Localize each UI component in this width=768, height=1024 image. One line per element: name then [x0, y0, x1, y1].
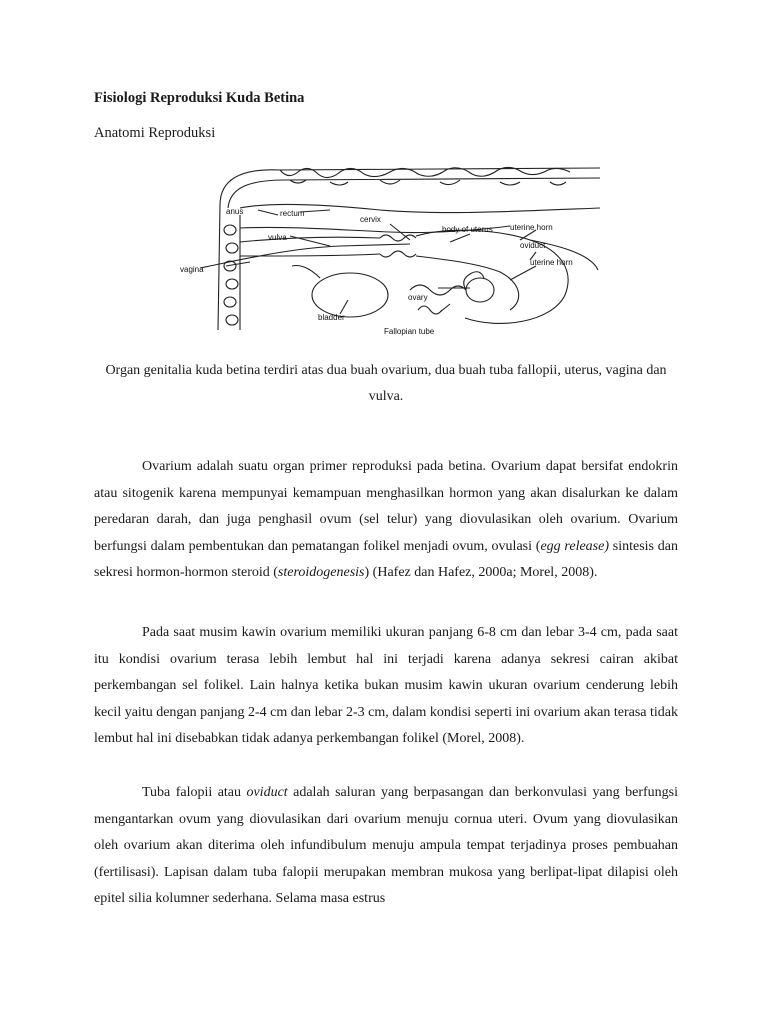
label-uterine-horn-top: uterine horn	[510, 223, 553, 232]
reproductive-anatomy-drawing	[180, 160, 600, 340]
p1-italic-egg-release: egg release)	[540, 538, 609, 554]
p3-text-a: Tuba falopii atau	[142, 785, 247, 800]
label-vulva: vulva	[268, 233, 287, 242]
p1-text-a: Ovarium adalah suatu organ primer reproduksi pada betina. Ovarium dapat bersifat endokrin atau sitogenik karena mempunyai kemampuan menghasilkan hormon yang akan disalurkan ke dalam peredaran darah, dan juga penghasil ovum (sel telur) yang diovulasikan oleh ovarium. Ovarium berfungsi dalam pembentukan dan pematangan folikel menjadi ovum, ovulasi (	[94, 459, 678, 554]
p3-text-b: adalah saluran yang berpasangan dan berkonvulasi yang berfungsi mengantarkan ovum yang diovulasikan dari ovarium menuju cornua uteri. Ovum yang diovulasikan oleh ovarium akan diterima oleh infundibulum menuju ampula tempat terjadinya proses pembuahan (fertilisasi). Lapisan dalam tuba falopii merupakan membran mukosa yang berlipat-lipat dilapisi oleh epitel silia kolumner sederhana. Selama masa estrus	[94, 785, 678, 907]
anatomy-figure	[180, 160, 600, 340]
section-heading: Anatomi Reproduksi	[94, 125, 216, 141]
paragraph-tuba-falopii	[94, 780, 678, 913]
p1-text-b: sintesis dan sekresi hormon-hormon steroid (	[94, 538, 678, 581]
label-vagina: vagina	[180, 265, 204, 274]
p1-italic-steroidogenesis: steroidogenesis	[277, 565, 365, 581]
label-oviduct: oviduct	[520, 241, 546, 250]
label-bladder: bladder	[318, 313, 345, 322]
label-uterine-horn-right: uterine horn	[530, 258, 573, 267]
p1-text-c: ) (Hafez dan Hafez, 2000a; Morel, 2008).	[364, 565, 598, 581]
document-title: Fisiologi Reproduksi Kuda Betina	[94, 90, 305, 106]
label-fallopian-tube: Fallopian tube	[384, 327, 435, 336]
label-body-of-uterus: body of uterus	[442, 225, 493, 234]
figure-caption: Organ genitalia kuda betina terdiri atas dua buah ovarium, dua buah tuba fallopii, uterus, vagina dan vulva.	[105, 363, 667, 404]
paragraph-ovarium	[94, 454, 678, 587]
p3-italic-oviduct: oviduct	[246, 785, 288, 800]
label-cervix: cervix	[360, 215, 381, 224]
label-ovary: ovary	[408, 293, 428, 302]
paragraph-ovarium-size: Pada saat musim kawin ovarium memiliki ukuran panjang 6-8 cm dan lebar 3-4 cm, pada saat itu kondisi ovarium terasa lebih lembut hal ini terjadi karena adanya sekresi cairan akibat perkembangan sel folikel. Lain halnya ketika bukan musim kawin ukuran ovarium cenderung lebih kecil yaitu dengan panjang 2-4 cm dan lebar 2-3 cm, dalam kondisi seperti ini ovarium akan terasa tidak lembut hal ini disebabkan tidak adanya perkembangan folikel (Morel, 2008).	[94, 625, 678, 747]
label-rectum: rectum	[280, 209, 305, 218]
label-anus: anus	[226, 207, 244, 216]
